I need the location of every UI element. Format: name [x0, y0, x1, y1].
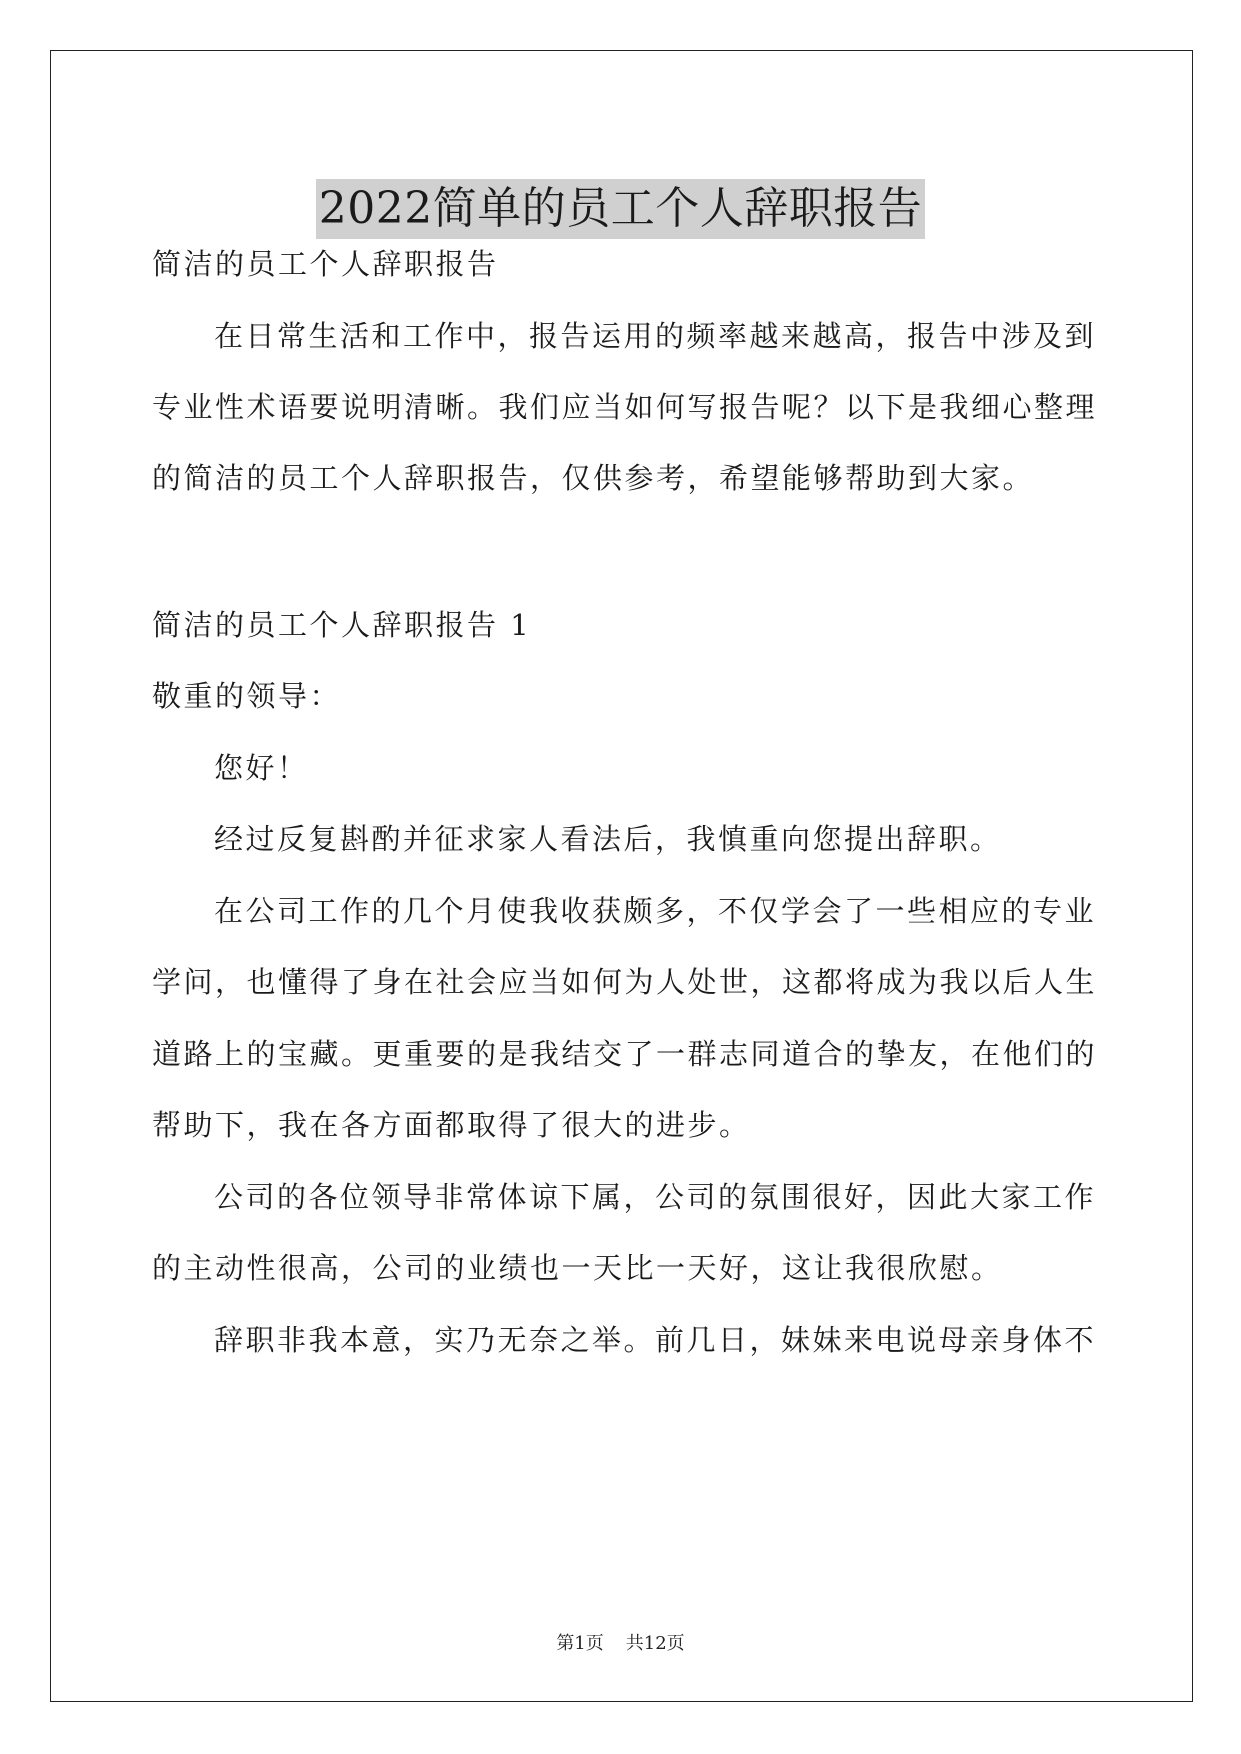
- document-title: 2022简单的员工个人辞职报告: [316, 179, 925, 239]
- paragraph-line: 在公司工作的几个月使我收获颇多，不仅学会了一些相应的专业: [214, 894, 1097, 928]
- paragraph-line: 经过反复斟酌并征求家人看法后，我慎重向您提出辞职。: [214, 822, 1002, 856]
- paragraph-line: 专业性术语要说明清晰。我们应当如何写报告呢？以下是我细心整理: [152, 390, 1098, 424]
- subtitle-line: 简洁的员工个人辞职报告: [152, 247, 499, 281]
- paragraph-line: 学问，也懂得了身在社会应当如何为人处世，这都将成为我以后人生: [152, 965, 1098, 999]
- paragraph-line: 的主动性很高，公司的业绩也一天比一天好，这让我很欣慰。: [152, 1251, 1003, 1285]
- greeting: 您好！: [214, 751, 309, 785]
- paragraph-line: 帮助下，我在各方面都取得了很大的进步。: [152, 1108, 751, 1142]
- page-number: 第1页: [556, 1633, 604, 1654]
- paragraph-line: 的简洁的员工个人辞职报告，仅供参考，希望能够帮助到大家。: [152, 461, 1035, 495]
- salutation: 敬重的领导：: [152, 679, 342, 713]
- page-border: [50, 50, 1193, 1702]
- paragraph-line: 在日常生活和工作中，报告运用的频率越来越高，报告中涉及到: [214, 319, 1097, 353]
- paragraph-line: 辞职非我本意，实乃无奈之举。前几日，妹妹来电说母亲身体不: [214, 1323, 1097, 1357]
- section-heading: 简洁的员工个人辞职报告 1: [152, 608, 532, 642]
- page-footer: [0, 1632, 1241, 1656]
- paragraph-line: 道路上的宝藏。更重要的是我结交了一群志同道合的挚友，在他们的: [152, 1037, 1098, 1071]
- paragraph-line: 公司的各位领导非常体谅下属，公司的氛围很好，因此大家工作: [214, 1180, 1097, 1214]
- page-total: 共12页: [625, 1633, 685, 1654]
